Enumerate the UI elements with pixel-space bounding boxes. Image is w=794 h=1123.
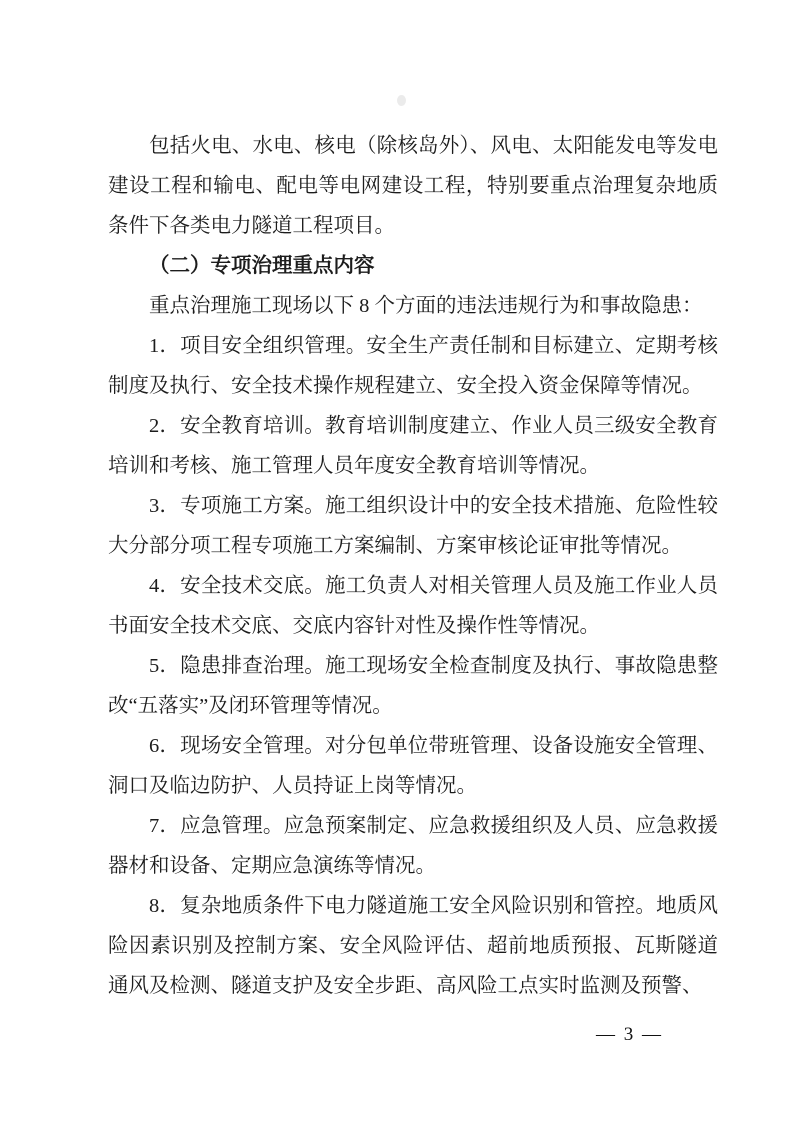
document-body: [108, 126, 718, 1006]
list-item-2: 2．安全教育培训。教育培训制度建立、作业人员三级安全教育培训和考核、施工管理人员年度安全教育培训等情况。: [108, 415, 718, 477]
page-number: — 3 —: [596, 1024, 663, 1045]
list-item-1: 1．项目安全组织管理。安全生产责任制和目标建立、定期考核制度及执行、安全技术操作规程建立、安全投入资金保障等情况。: [108, 335, 718, 397]
list-item-6: 6．现场安全管理。对分包单位带班管理、设备设施安全管理、洞口及临边防护、人员持证上岗等情况。: [108, 735, 718, 797]
scan-artifact: [397, 95, 406, 106]
list-item-8: 8．复杂地质条件下电力隧道施工安全风险识别和管控。地质风险因素识别及控制方案、安全风险评估、超前地质预报、瓦斯隧道通风及检测、隧道支护及安全步距、高风险工点实时监测及预警、: [108, 895, 718, 997]
section-heading: （二）专项治理重点内容: [149, 255, 375, 277]
list-item-3: 3．专项施工方案。施工组织设计中的安全技术措施、危险性较大分部分项工程专项施工方案编制、方案审核论证审批等情况。: [108, 495, 718, 557]
list-item-5: 5．隐患排查治理。施工现场安全检查制度及执行、事故隐患整改“五落实”及闭环管理等情况。: [108, 655, 718, 717]
paragraph-intro: 重点治理施工现场以下 8 个方面的违法违规行为和事故隐患：: [149, 295, 703, 317]
list-item-4: 4．安全技术交底。施工负责人对相关管理人员及施工作业人员书面安全技术交底、交底内容针对性及操作性等情况。: [108, 575, 718, 637]
paragraph-scope-continued: 包括火电、水电、核电（除核岛外）、风电、太阳能发电等发电建设工程和输电、配电等电网建设工程，特别要重点治理复杂地质条件下各类电力隧道工程项目。: [108, 135, 718, 237]
list-item-7: 7．应急管理。应急预案制定、应急救援组织及人员、应急救援器材和设备、定期应急演练等情况。: [108, 815, 718, 877]
